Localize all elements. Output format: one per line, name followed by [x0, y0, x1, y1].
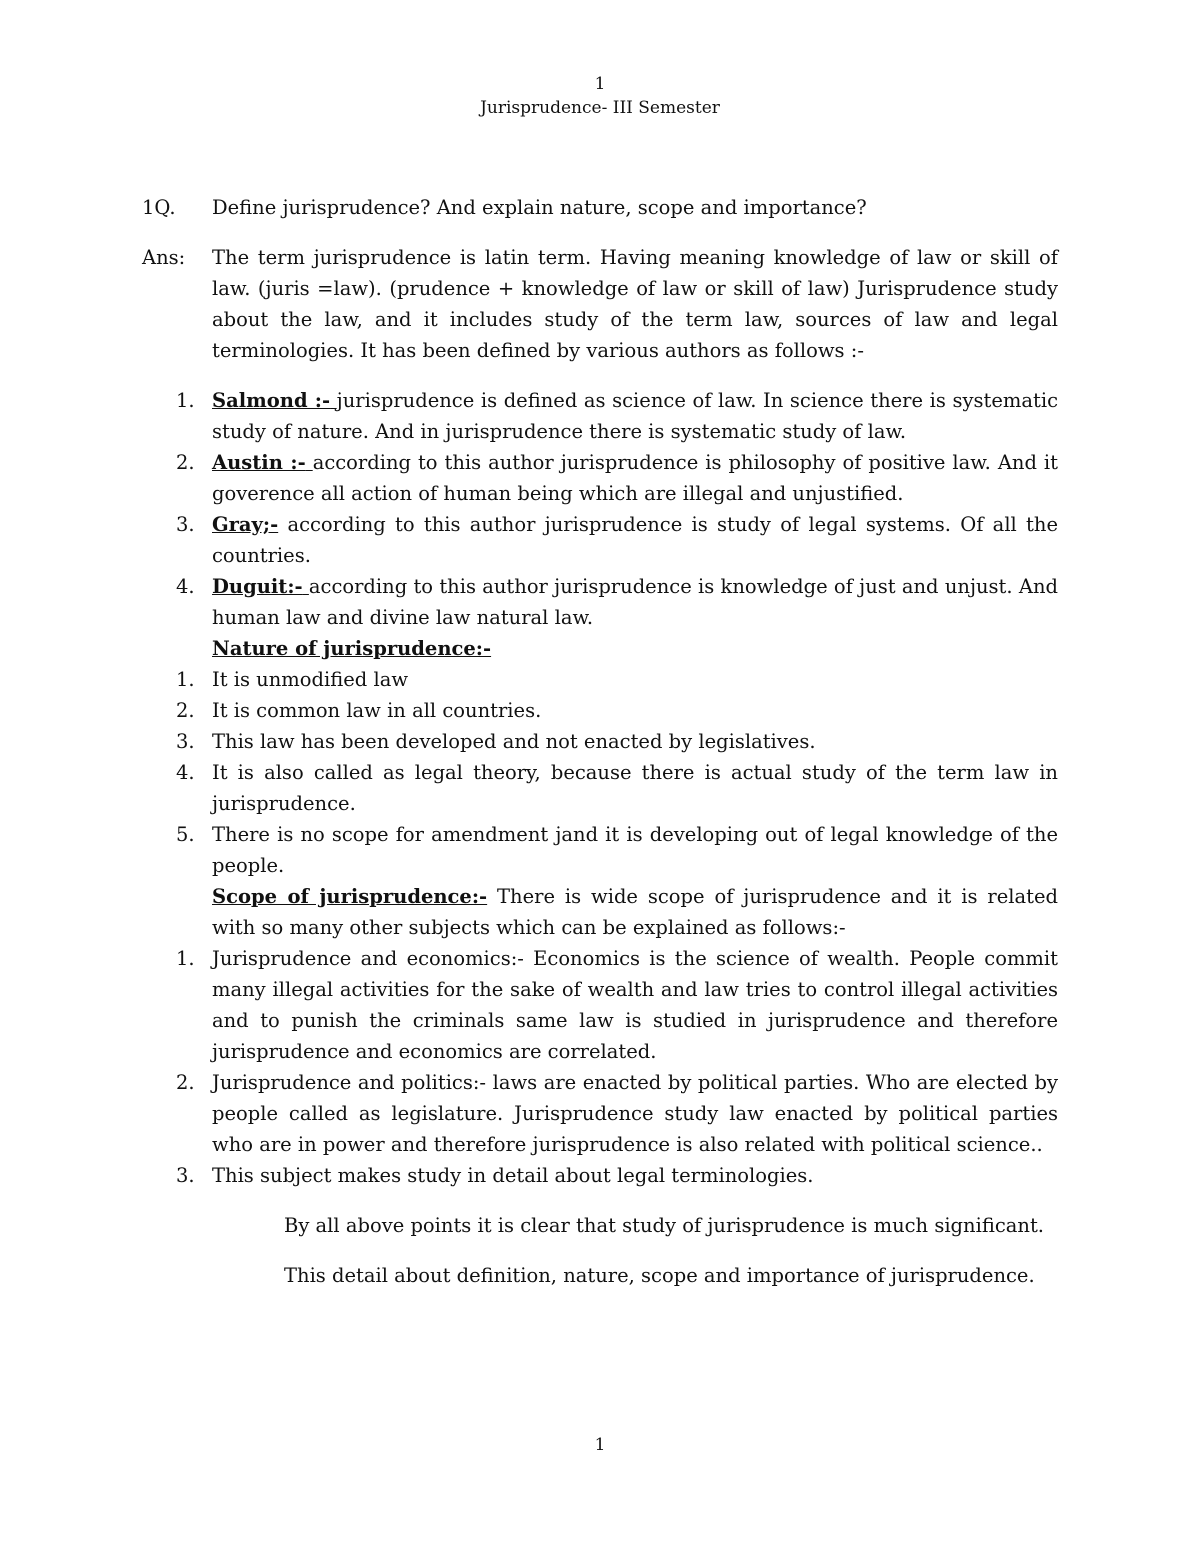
scope-paragraph	[142, 881, 1058, 943]
definitions-list	[142, 385, 1058, 633]
underline-space	[330, 389, 337, 412]
closing-line: By all above points it is clear that study of jurisprudence is much significant.	[284, 1214, 1044, 1237]
definition-item	[142, 509, 1058, 571]
nature-text: This law has been developed and not enacted by legislatives.	[212, 730, 816, 753]
list-number: 4.	[176, 761, 195, 784]
scope-item	[142, 943, 1058, 1067]
list-number: 2.	[176, 451, 195, 474]
nature-item	[142, 726, 1058, 757]
scope-text: This subject makes study in detail about legal terminologies.	[212, 1164, 814, 1187]
list-number: 2.	[176, 1071, 195, 1094]
nature-text: There is no scope for amendment jand it is developing out of legal knowledge of the people.	[212, 823, 1058, 877]
list-number: 4.	[176, 575, 195, 598]
question	[142, 192, 1058, 223]
list-number: 3.	[176, 513, 195, 536]
list-number: 3.	[176, 730, 195, 753]
list-number: 2.	[176, 699, 195, 722]
answer-tag: Ans:	[142, 246, 186, 269]
list-number: 5.	[176, 823, 195, 846]
scope-item	[142, 1067, 1058, 1160]
nature-list	[142, 664, 1058, 881]
page-footer	[0, 1433, 1200, 1457]
definition-item	[142, 447, 1058, 509]
definition-author: Gray;-	[212, 513, 279, 536]
definition-text: according to this author jurisprudence is knowledge of just and unjust. And human law and divine law natural law.	[212, 575, 1058, 629]
scope-text: Jurisprudence and economics:- Economics is the science of wealth. People commit many illegal activities for the sake of wealth and law tries to control illegal activities and to punish the criminals same law is studied in jurisprudence and therefore jurisprudence and economics are correlated.	[212, 947, 1058, 1063]
definition-author: Austin :-	[212, 451, 306, 474]
list-number: 1.	[176, 668, 195, 691]
list-number: 1.	[176, 389, 195, 412]
list-number: 1.	[176, 947, 195, 970]
scope-item	[142, 1160, 1058, 1191]
nature-item	[142, 757, 1058, 819]
nature-text: It is also called as legal theory, because there is actual study of the term law in jurisprudence.	[212, 761, 1058, 815]
scope-text: Jurisprudence and politics:- laws are enacted by political parties. Who are elected by people called as legislature. Jurisprudence study law enacted by political parties who are in power and therefore jurisprudence is also related with political science..	[212, 1071, 1058, 1156]
nature-item	[142, 695, 1058, 726]
footer-page-number: 1	[594, 1435, 606, 1455]
definition-item	[142, 385, 1058, 447]
nature-heading: Nature of jurisprudence:-	[212, 637, 492, 660]
nature-text: It is unmodified law	[212, 668, 409, 691]
definition-text: jurisprudence is defined as science of law. In science there is systematic study of nature. And in jurisprudence there is systematic study of law.	[212, 389, 1058, 443]
header-title: Jurisprudence- III Semester	[480, 98, 720, 118]
scope-intro: There is wide scope of jurisprudence and it is related with so many other subjects which can be explained as follows:-	[212, 885, 1059, 939]
nature-heading-row	[142, 633, 1058, 664]
answer-text: The term jurisprudence is latin term. Having meaning knowledge of law or skill of law. (juris =law). (prudence + knowledge of law or skill of law) Jurisprudence study about the law, and it includes study of the term law, sources of law and legal terminologies. It has been defined by various authors as follows :-	[212, 246, 1058, 362]
nature-item	[142, 664, 1058, 695]
definition-text: according to this author jurisprudence is philosophy of positive law. And it goverence all action of human being which are illegal and unjustified.	[212, 451, 1058, 505]
header-page-number: 1	[594, 74, 606, 94]
page-header	[0, 72, 1200, 120]
definition-author: Duguit:-	[212, 575, 303, 598]
scope-list	[142, 943, 1058, 1191]
nature-item	[142, 819, 1058, 881]
answer	[142, 242, 1058, 366]
definition-author: Salmond :-	[212, 389, 331, 412]
definition-item	[142, 571, 1058, 633]
list-number: 3.	[176, 1164, 195, 1187]
underline-space	[306, 451, 313, 474]
question-text: Define jurisprudence? And explain nature, scope and importance?	[212, 196, 867, 219]
scope-heading: Scope of jurisprudence:-	[212, 885, 488, 908]
nature-text: It is common law in all countries.	[212, 699, 542, 722]
definition-text: according to this author jurisprudence is study of legal systems. Of all the countries.	[212, 513, 1058, 567]
question-tag: 1Q.	[142, 196, 176, 219]
closing-line: This detail about definition, nature, scope and importance of jurisprudence.	[284, 1264, 1035, 1287]
document-body	[142, 192, 1058, 1291]
